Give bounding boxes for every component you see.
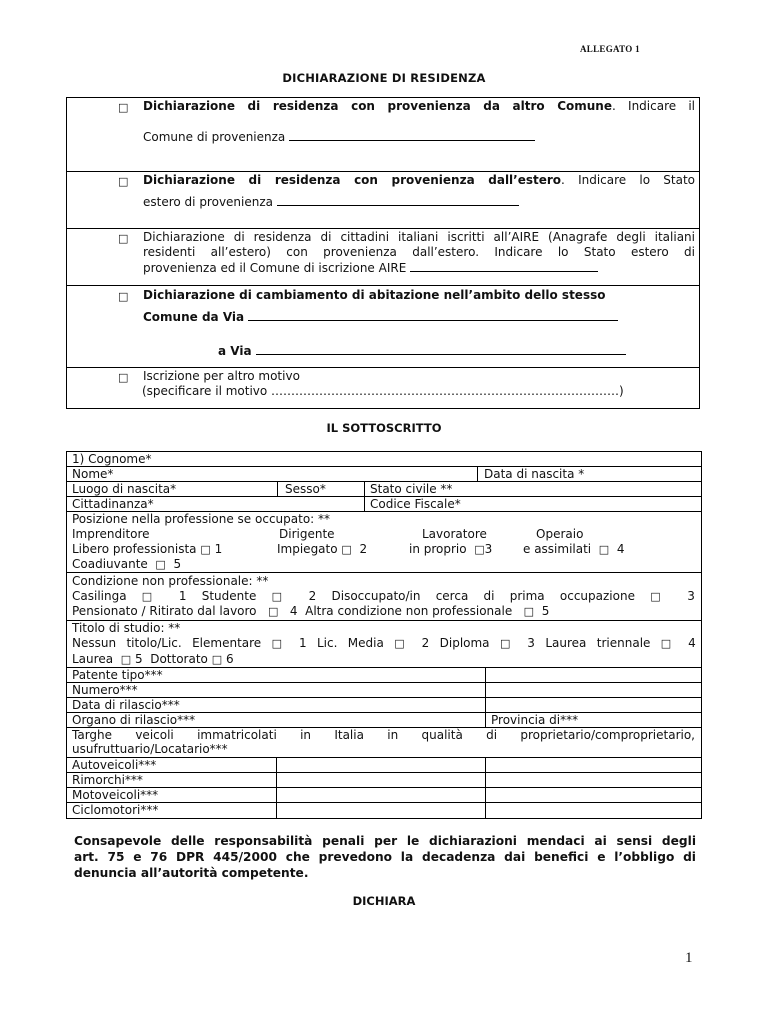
coadiuvante-num: 5 (173, 557, 182, 571)
laurea-num: 5 (134, 652, 143, 666)
stato-estero-field[interactable] (277, 194, 519, 206)
data-rilascio-field[interactable] (485, 698, 701, 712)
nessun-label: Nessun titolo/Lic. Elementare (72, 636, 262, 650)
nessun-num: 1 (298, 636, 307, 650)
row-titolo-studio (67, 621, 701, 668)
checkbox-aire[interactable]: □ (118, 232, 129, 245)
sesso-field[interactable]: Sesso* (277, 482, 364, 496)
checkbox-nessun[interactable]: □ (271, 637, 289, 650)
dichiara-heading: DICHIARA (352, 894, 416, 908)
triennale-num: 4 (688, 636, 696, 650)
consapevole-line1: Consapevole delle responsabilità penali per le dichiarazioni mendaci ai sensi degli (74, 834, 696, 848)
checkbox-libero[interactable]: □ (200, 543, 211, 556)
libero-num: 1 (214, 542, 223, 556)
option-cambio-abitazione-line1: Dichiarazione di cambiamento di abitazione nell’ambito dello stesso (143, 288, 606, 302)
checkbox-laurea[interactable]: □ (120, 653, 132, 666)
professione-imprenditore: Imprenditore (72, 527, 150, 541)
checkbox-altra[interactable]: □ (523, 605, 535, 618)
aire-label: provenienza ed il Comune di iscrizione AIRE (143, 261, 407, 275)
professione-in-proprio (409, 542, 492, 557)
checkbox-cambio-abitazione[interactable]: □ (118, 290, 129, 303)
option-altro-motivo-line2: (specificare il motivo ……………………………………………………………………………) (142, 384, 624, 398)
coadiuvante-label: Coadiuvante (72, 557, 148, 571)
a-via-label: a Via (218, 344, 252, 358)
comune-provenienza-field[interactable] (289, 129, 535, 141)
residence-options-box (66, 97, 700, 409)
consapevole-line2: art. 75 e 76 DPR 445/2000 che prevedono la decadenza dai benefici e l’obbligo di (74, 850, 696, 864)
sottoscritto-heading: IL SOTTOSCRITTO (326, 421, 442, 435)
da-via-label: Comune da Via (143, 310, 245, 324)
option-aire (67, 228, 699, 285)
condizione-title: Condizione non professionale: ** (72, 574, 269, 588)
organo-rilascio-field[interactable]: Organo di rilascio*** (72, 713, 196, 727)
condizione-line3 (72, 604, 549, 619)
data-nascita-field[interactable]: Data di nascita * (477, 467, 701, 481)
checkbox-triennale[interactable]: □ (660, 637, 678, 650)
autoveicoli-field-2[interactable] (485, 758, 701, 772)
impiegato-num: 2 (359, 542, 368, 556)
rimorchi-field-1[interactable] (276, 773, 485, 787)
checkbox-in-proprio[interactable]: □ (474, 543, 485, 556)
professione-title: Posizione nella professione se occupato: ** (72, 512, 331, 526)
studente-num: 2 (308, 589, 317, 603)
titolo-line3 (72, 652, 234, 667)
provincia-field[interactable]: Provincia di*** (485, 713, 701, 727)
row-rimorchi (67, 773, 701, 788)
row-organo-rilascio (67, 713, 701, 728)
checkbox-other-comune[interactable]: □ (118, 101, 129, 114)
pensionato-label: Pensionato / Ritirato dal lavoro (72, 604, 257, 618)
option-cambio-abitazione-line2 (143, 309, 695, 325)
row-numero (67, 683, 701, 698)
diploma-label: Diploma (439, 636, 490, 650)
data-rilascio-label: Data di rilascio*** (72, 698, 180, 712)
row-cognome (67, 452, 701, 467)
checkbox-impiegato[interactable]: □ (341, 543, 352, 556)
disoccupato-num: 3 (687, 589, 695, 603)
row-autoveicoli (67, 758, 701, 773)
ciclomotori-label: Ciclomotori*** (72, 803, 159, 817)
row-professione (67, 512, 701, 573)
option-other-comune-text: . Indicare il (612, 99, 696, 113)
checkbox-dottorato[interactable]: □ (211, 653, 223, 666)
media-label: Lic. Media (316, 636, 384, 650)
autoveicoli-field-1[interactable] (276, 758, 485, 772)
libero-label: Libero professionista (72, 542, 197, 556)
row-luogo-nascita (67, 482, 701, 497)
personal-data-form (66, 451, 702, 819)
motoveicoli-field-1[interactable] (276, 788, 485, 802)
document-title: DICHIARAZIONE DI RESIDENZA (282, 71, 486, 85)
professione-lavoratore: Lavoratore (422, 527, 487, 541)
altra-num: 5 (541, 604, 550, 618)
page-number: 1 (685, 950, 693, 966)
targhe-line2: usufruttuario/Locatario*** (72, 742, 228, 756)
titolo-title: Titolo di studio: ** (72, 621, 181, 635)
condizione-line2 (72, 589, 695, 604)
diploma-num: 3 (527, 636, 535, 650)
checkbox-altro-motivo[interactable]: □ (118, 371, 129, 384)
checkbox-media[interactable]: □ (394, 637, 412, 650)
ciclomotori-field-1[interactable] (276, 803, 485, 818)
professione-impiegato (277, 542, 367, 557)
patente-tipo-label: Patente tipo*** (72, 668, 163, 682)
checkbox-disoccupato[interactable]: □ (650, 590, 672, 603)
nome-field[interactable]: Nome* (72, 467, 114, 481)
media-num: 2 (421, 636, 430, 650)
da-via-field[interactable] (248, 309, 618, 321)
stato-civile-field[interactable]: Stato civile ** (364, 482, 701, 496)
checkbox-pensionato[interactable]: □ (267, 605, 279, 618)
disoccupato-label: Disoccupato/in cerca di prima occupazione (331, 589, 635, 603)
studente-label: Studente (201, 589, 257, 603)
option-other-comune-line1 (143, 99, 695, 114)
professione-operaio: Operaio (536, 527, 584, 541)
aire-field[interactable] (410, 260, 598, 272)
row-ciclomotori (67, 803, 701, 818)
option-estero-title: Dichiarazione di residenza con provenienza dall’estero (143, 173, 562, 187)
comune-provenienza-label: Comune di provenienza (143, 130, 286, 144)
numero-field[interactable] (485, 683, 701, 697)
motoveicoli-field-2[interactable] (485, 788, 701, 802)
row-targhe (67, 728, 701, 758)
stato-estero-label: estero di provenienza (143, 195, 274, 209)
professione-dirigente: Dirigente (279, 527, 335, 541)
consapevole-paragraph (74, 833, 696, 881)
checkbox-estero[interactable]: □ (118, 175, 129, 188)
option-altro-motivo-line1: Iscrizione per altro motivo (143, 369, 300, 383)
rimorchi-field-2[interactable] (485, 773, 701, 787)
option-estero-line2 (143, 194, 695, 210)
triennale-label: Laurea triennale (545, 636, 651, 650)
patente-tipo-field[interactable] (485, 668, 701, 682)
row-condizione (67, 573, 701, 621)
assimilati-num: 4 (616, 542, 625, 556)
option-aire-line3 (143, 260, 695, 276)
checkbox-diploma[interactable]: □ (499, 637, 517, 650)
casilinga-label: Casilinga (72, 589, 127, 603)
casilinga-num: 1 (178, 589, 187, 603)
titolo-line2 (72, 636, 696, 651)
targhe-line1: Targhe veicoli immatricolati in Italia in qualità di proprietario/comproprietario, (72, 728, 695, 742)
option-estero-text: . Indicare lo Stato (561, 173, 695, 187)
checkbox-coadiuvante[interactable]: □ (155, 558, 166, 571)
option-estero (67, 171, 699, 228)
assimilati-label: e assimilati (523, 542, 592, 556)
row-cittadinanza (67, 497, 701, 512)
altra-label: Altra condizione non professionale (305, 604, 513, 618)
allegato-label: ALLEGATO 1 (580, 44, 640, 54)
rimorchi-label: Rimorchi*** (72, 773, 143, 787)
in-proprio-label: in proprio (409, 542, 467, 556)
laurea-label: Laurea (72, 652, 114, 666)
pensionato-num: 4 (289, 604, 298, 618)
option-aire-line1: Dichiarazione di residenza di cittadini italiani iscritti all’AIRE (Anagrafe degli italiani (143, 230, 695, 244)
option-other-comune-line2 (143, 129, 695, 145)
consapevole-line3: denuncia all’autorità competente. (74, 866, 309, 880)
option-other-comune-title: Dichiarazione di residenza con provenienza da altro Comune (143, 99, 612, 113)
row-motoveicoli (67, 788, 701, 803)
checkbox-casilinga[interactable]: □ (141, 590, 164, 603)
professione-coadiuvante (72, 557, 181, 572)
option-cambio-abitazione-line3 (218, 343, 768, 359)
a-via-field[interactable] (256, 343, 626, 355)
motoveicoli-label: Motoveicoli*** (72, 788, 159, 802)
dottorato-num: 6 (225, 652, 234, 666)
option-estero-line1 (143, 173, 695, 188)
in-proprio-num: 3 (484, 542, 493, 556)
luogo-nascita-field[interactable]: Luogo di nascita* (72, 482, 177, 496)
numero-label: Numero*** (72, 683, 138, 697)
option-cambio-abitazione (67, 285, 699, 367)
dottorato-label: Dottorato (150, 652, 208, 666)
autoveicoli-label: Autoveicoli*** (72, 758, 157, 772)
option-altro-motivo (67, 367, 699, 408)
option-aire-line2: residenti all’estero) con provenienza dall’estero. Indicare lo Stato estero di (143, 245, 695, 259)
impiegato-label: Impiegato (277, 542, 338, 556)
row-nome (67, 467, 701, 482)
checkbox-studente[interactable]: □ (271, 590, 294, 603)
option-other-comune (67, 98, 699, 171)
codice-fiscale-field[interactable]: Codice Fiscale* (364, 497, 701, 511)
professione-libero (72, 542, 222, 557)
row-data-rilascio (67, 698, 701, 713)
cittadinanza-field[interactable]: Cittadinanza* (72, 497, 154, 511)
cognome-field[interactable]: 1) Cognome* (72, 452, 152, 466)
ciclomotori-field-2[interactable] (485, 803, 701, 818)
checkbox-assimilati[interactable]: □ (598, 543, 610, 556)
row-patente-tipo (67, 668, 701, 683)
professione-assimilati (523, 542, 624, 557)
